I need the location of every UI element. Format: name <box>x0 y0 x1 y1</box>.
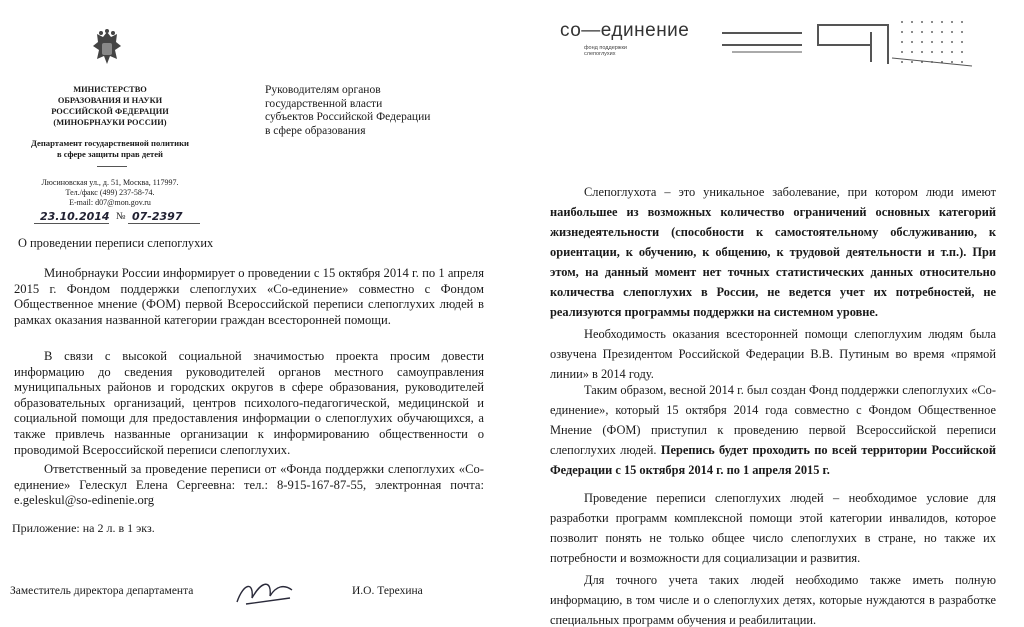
logo-text: со—единение <box>560 20 690 41</box>
department-address: Люсиновская ул., д. 51, Москва, 117997. Тел./факс (499) 237-58-74. E-mail: d07@mon.gov.ru <box>41 178 179 207</box>
signer-name: И.О. Терехина <box>352 585 423 597</box>
paragraph-2: В связи с высокой социальной значимостью проекта просим довести информацию до сведения руководителей органов местного самоуправления муниципальных районов и городских округов в сфере образования, руководителей образовательных организаций, центров психолого-педагогической, медицинской и социальной помощи для предоставления информации о слепоглухих обучающихся, а также привлечь названные организации к информированию общественности о проводимой Всероссийской переписи слепоглухих. <box>14 349 484 457</box>
document-number: 07-2397 <box>132 210 183 223</box>
number-label: № <box>116 211 126 222</box>
coat-of-arms-emblem <box>90 28 124 68</box>
paragraph-3: Ответственный за проведение переписи от «Фонда поддержки слепоглухих «Со-единение» Гелескул Елена Сергеевна: тел.: 8-915-167-87-55, электронная почта: e.geleskul@so-edinenie.org <box>14 462 484 508</box>
reference-line <box>34 208 204 226</box>
letter-page-right <box>512 0 1024 627</box>
paragraph-r5: Для точного учета таких людей необходимо также иметь полную информацию, в том числе и о слепоглухих детях, которые нуждаются в разработке специальных программ обучения и реабилитации. <box>550 573 996 627</box>
paragraph-r4: Проведение переписи слепоглухих людей – необходимое условие для разработки программ комплексной помощи этой категории инвалидов, которое позволит понять не только общее число слепоглухих в стране, но также их потребности и возможности для социализации и развития. <box>550 491 996 565</box>
signer-title: Заместитель директора департамента <box>10 585 194 597</box>
addressee: Руководителям органов государственной власти субъектов Российской Федерации в сфере образования <box>265 84 431 137</box>
letter-subject: О проведении переписи слепоглухих <box>18 236 214 250</box>
decorative-pattern <box>722 18 992 73</box>
signature-mark <box>232 574 302 615</box>
paragraph-1: Минобрнауки России информирует о проведении с 15 октября 2014 г. по 1 апреля 2015 г. Фондом поддержки слепоглухих «Со-единение» совместно с Фондом Общественное мнение (ФОМ) первой Всероссийской переписи слепоглухих людей в рамках оказания названной категории граждан всесторонней помощи. <box>14 266 484 327</box>
attachment-note: Приложение: на 2 л. в 1 экз. <box>12 521 155 535</box>
paragraph-r1: Слепоглухота – это уникальное заболевание, при котором люди имеют наибольшее из возможных количество ограничений основных категорий жизнедеятельности (способности к самостоятельному обслуживанию, к ориентации, к обучению, к общению, к трудовой деятельности и т.п.). При этом, на данный момент нет точных статистических данных относительно количества слепоглухих в России, не ведется учет их потребностей, не реализуются программы поддержки на системном уровне. <box>550 185 996 319</box>
paragraph-r2: Необходимость оказания всесторонней помощи слепоглухим людям была озвучена Президентом Российской Федерации В.В. Путиным во время «прямой линии» в 2014 году. <box>550 327 996 381</box>
divider-line <box>97 166 127 167</box>
paragraph-r3: Таким образом, весной 2014 г. был создан Фонд поддержки слепоглухих «Со-единение», который 15 октября 2014 года совместно с Фондом Общественное Мнение (ФОМ) приступил к проведению первой Всероссийской переписи слепоглухих людей. Перепись будет проходить по всей территории Российской Федерации с 15 октября 2014 г. по 1 апреля 2015 г. <box>550 383 996 477</box>
logo-subtitle: фонд поддержки слепоглухих <box>584 45 627 57</box>
department-name: Департамент государственной политики в сфере защиты прав детей <box>31 138 189 159</box>
document-date: 23.10.2014 <box>40 210 110 223</box>
ministry-name: МИНИСТЕРСТВО ОБРАЗОВАНИЯ И НАУКИ РОССИЙСКОЙ ФЕДЕРАЦИИ (МИНОБРНАУКИ РОССИИ) <box>51 85 169 127</box>
